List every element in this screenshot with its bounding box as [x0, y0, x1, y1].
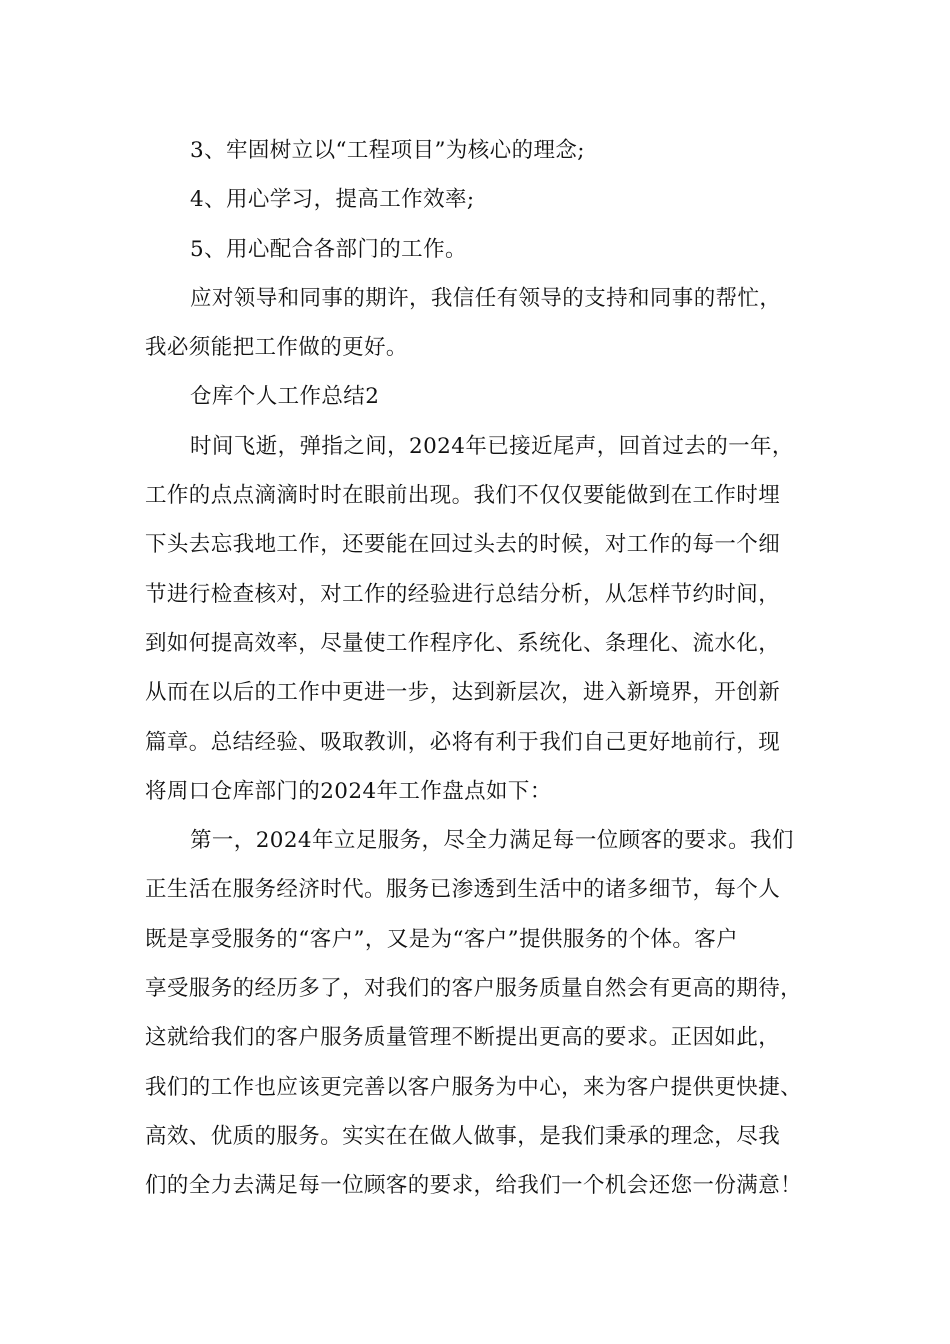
- paragraph-line: 应对领导和同事的期许，我信任有领导的支持和同事的帮忙，: [190, 285, 782, 311]
- paragraph-line: 从而在以后的工作中更进一步，达到新层次，进入新境界，开创新: [145, 680, 781, 706]
- document-body: [145, 126, 835, 1211]
- section-heading: 仓库个人工作总结2: [190, 384, 380, 410]
- paragraph-line: 下头去忘我地工作，还要能在回过头去的时候，对工作的每一个细: [145, 532, 781, 558]
- paragraph-line: 高效、优质的服务。实实在在做人做事，是我们秉承的理念，尽我: [145, 1123, 781, 1149]
- paragraph-line: 既是享受服务的“客户”，又是为“客户”提供服务的个体。客户: [145, 926, 739, 952]
- paragraph-line: 正生活在服务经济时代。服务已渗透到生活中的诸多细节，每个人: [145, 877, 781, 903]
- list-item-3: 3、牢固树立以“工程项目”为核心的理念;: [190, 138, 585, 163]
- paragraph-line: 时间飞逝，弹指之间，2024年已接近尾声，回首过去的一年，: [190, 433, 794, 459]
- list-item-5: 5、用心配合各部门的工作。: [190, 236, 467, 262]
- paragraph-line: 第一，2024年立足服务，尽全力满足每一位顾客的要求。我们: [190, 828, 794, 854]
- list-item-4: 4、用心学习，提高工作效率;: [190, 187, 475, 213]
- paragraph-line: 工作的点点滴滴时时在眼前出现。我们不仅仅要能做到在工作时埋: [145, 483, 781, 509]
- paragraph-line: 将周口仓库部门的2024年工作盘点如下：: [145, 778, 552, 804]
- paragraph-line: 我必须能把工作做的更好。: [145, 335, 408, 361]
- paragraph-line: 篇章。总结经验、吸取教训，必将有利于我们自己更好地前行，现: [145, 729, 781, 755]
- paragraph-line: 到如何提高效率，尽量使工作程序化、系统化、条理化、流水化，: [145, 630, 781, 656]
- paragraph-line: 节进行检查核对，对工作的经验进行总结分析，从怎样节约时间，: [145, 581, 781, 607]
- paragraph-line: 我们的工作也应该更完善以客户服务为中心，来为客户提供更快捷、: [145, 1074, 803, 1100]
- paragraph-line: 们的全力去满足每一位顾客的要求，给我们一个机会还您一份满意！: [145, 1173, 803, 1199]
- paragraph-line: 这就给我们的客户服务质量管理不断提出更高的要求。正因如此，: [145, 1025, 781, 1051]
- paragraph-line: 享受服务的经历多了，对我们的客户服务质量自然会有更高的期待，: [145, 976, 803, 1002]
